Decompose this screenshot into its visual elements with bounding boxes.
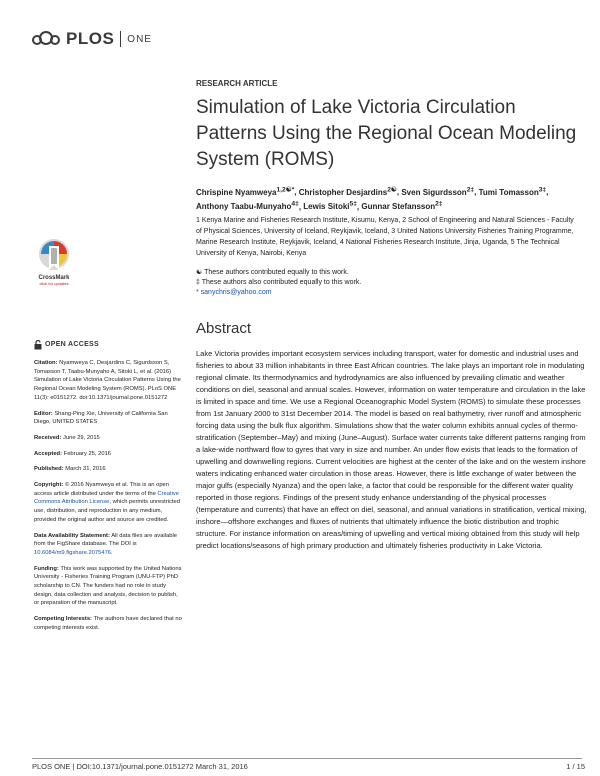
crossmark-badge[interactable] — [34, 238, 74, 286]
open-access-label: OPEN ACCESS — [34, 340, 184, 350]
also-contribution-note: ‡ These authors also contributed equally to this work. — [196, 279, 362, 286]
editor-block: Editor: Shang-Ping Xie, University of California San Diego, UNITED STATES — [34, 410, 168, 426]
author[interactable]: Tumi Tomasson$^{3\ddagger}$ — [478, 186, 547, 197]
copyright-block: Copyright: © 2016 Nyamweya et al. This is an open access article distributed under the terms of the Creative Commons Attribution License, which permits unrestricted use, distribution, and reproduction in any medium, provided the original author and source are credited. — [34, 482, 180, 523]
equal-contribution-note: ☯ These authors contributed equally to this work. — [196, 269, 349, 276]
author[interactable]: Anthony Taabu-Munyaho$^{4\ddagger}$ — [196, 200, 299, 212]
open-lock-icon — [34, 340, 42, 350]
funding-block: Funding: This work was supported by the United Nations University - Fisheries Training Program (UNU-FTP) PhD scholarship to CN. The funders had no role in study design, data collection and analysis, decision to publish, or preparation of the manuscript. — [34, 565, 182, 607]
article-info-sidebar — [34, 340, 184, 640]
author[interactable]: Sven Sigurdsson$^{2\ddagger}$ — [401, 186, 475, 197]
plos-logo-icon — [32, 29, 62, 49]
page-number: 1 / 15 — [566, 762, 585, 771]
abstract-heading: Abstract — [196, 320, 252, 337]
published-block: Published: March 31, 2016 — [34, 466, 106, 473]
footer-citation: PLOS ONE | DOI:10.1371/journal.pone.0151272 March 31, 2016 — [32, 762, 248, 771]
article-title: Simulation of Lake Victoria Circulation Patterns Using the Regional Ocean Modeling System (ROMS) — [196, 97, 577, 170]
article-type: RESEARCH ARTICLE — [196, 79, 278, 88]
logo-journal: ONE — [127, 33, 152, 45]
figshare-doi-link[interactable]: 10.6084/m9.figshare.2075476 — [34, 549, 112, 556]
received-block: Received: June 29, 2015 — [34, 434, 100, 441]
abstract-body: Lake Victoria provides important ecosystem services including transport, water for domestic and industrial uses and fisheries to about 33 million inhabitants in three East African countries. The lake plays an important role in modulating regional climate. Its thermodynamics and hydrodynamics are also influenced by prevailing climatic and weather conditions on diel, seasonal and annual scales. However, information on water temperature and circulation in the lake is limited in space and time. We use a Regional Oceanographic Model System (ROMS) to simulate these processes from 1st January 2000 to 31st December 2014. The model is based on real bathymetry, river runoff and atmospheric forcing data using the bulk flux algorithm. Simulations show that the water column exhibits annual cycles of thermo-stratification (September–May) and mixing (June–August). Surface water currents take different patterns ranging from a lake-wide northward flow to gyres that vary in size and number. An under flow exists that leads to the formation of upwelling and downwelling regions. Current velocities are highest at the center of the lake and on the western inshore waters indicating enhanced water circulation in those areas. However, there is little exchange of water between the major gulfs (especially Nyanza) and the open lake, a factor that could be responsible for the different water quality reported in those regions. Findings of the present study enhance understanding of the physical processes (temperature and currents) that have an effect on diel, seasonal, and annual variations in stratification, vertical mixing, inshore—offshore exchanges and fluxes of nutrients that ultimately influence the biotic distribution and trophic structure. For instance information on areas/timing of upwelling and vertical mixing obtained from this study will help predict locations/seasons of high primary production and ultimately fisheries productivity in Lake Victoria. — [196, 349, 587, 550]
citation-block: Citation: Nyamweya C, Desjardins C, Sigurdsson S, Tomasson T, Taabu-Munyaho A, Sitoki L, et al. (2016) Simulation of Lake Victoria Circulation Patterns Using the Regional Ocean Modeling System (ROMS). PLoS ONE 11(3): e0151272. doi:10.1371/journal.pone.0151272 — [34, 360, 181, 401]
author[interactable]: Chrispine Nyamweya$^{1,2☯*}$ — [196, 186, 295, 197]
license-link[interactable]: Creative Commons Attribution License — [34, 490, 180, 506]
footer-divider — [32, 758, 582, 759]
corresponding-email-link[interactable]: * sanychris@yahoo.com — [196, 289, 272, 296]
author[interactable]: Christopher Desjardins$^{2☯}$ — [298, 186, 397, 197]
accepted-block: Accepted: February 25, 2016 — [34, 450, 112, 457]
logo-brand: PLOS — [66, 29, 115, 48]
author-notes — [196, 268, 576, 298]
plos-one-logo — [32, 28, 152, 50]
competing-interests-block: Competing Interests: The authors have declared that no competing interests exist. — [34, 616, 182, 631]
author[interactable]: Gunnar Stefansson$^{2\ddagger}$ — [361, 200, 443, 212]
affiliations: 1 Kenya Marine and Fisheries Research Institute, Kisumu, Kenya, 2 School of Engineering and Natural Sciences - Faculty of Physical Sciences, University of Iceland, Reykjavik, Iceland, 3 United Nations University Fisheries Training Programme, Marine Research Institute, Reykjavik, Iceland, 4 National Fisheries Research Institute, Jinja, Uganda, 5 The Technical University of Kenya, Nairobi, Kenya — [196, 217, 574, 257]
crossmark-label: CrossMark — [38, 275, 70, 281]
logo-divider — [120, 31, 121, 47]
author[interactable]: Lewis Sitoki$^{5\ddagger}$ — [303, 200, 357, 212]
author-list: Chrispine Nyamweya$^{1,2☯*}$, Christopher Desjardins$^{2☯}$, Sven Sigurdsson$^{2\ddagger}$, Tumi Tomasson$^{3\ddagger}$, Anthony Taabu-Munyaho$^{4\ddagger}$, Lewis Sitoki$^{5\ddagger}$, Gunnar Stefansson$^{2\ddagger}$ — [196, 186, 549, 212]
crossmark-sublabel: click for updates — [39, 281, 69, 286]
crossmark-icon — [38, 238, 70, 274]
data-availability-block: Data Availability Statement: All data files are available from the FigShare database. The DOI is 10.6084/m9.figshare.2075476. — [34, 532, 177, 556]
